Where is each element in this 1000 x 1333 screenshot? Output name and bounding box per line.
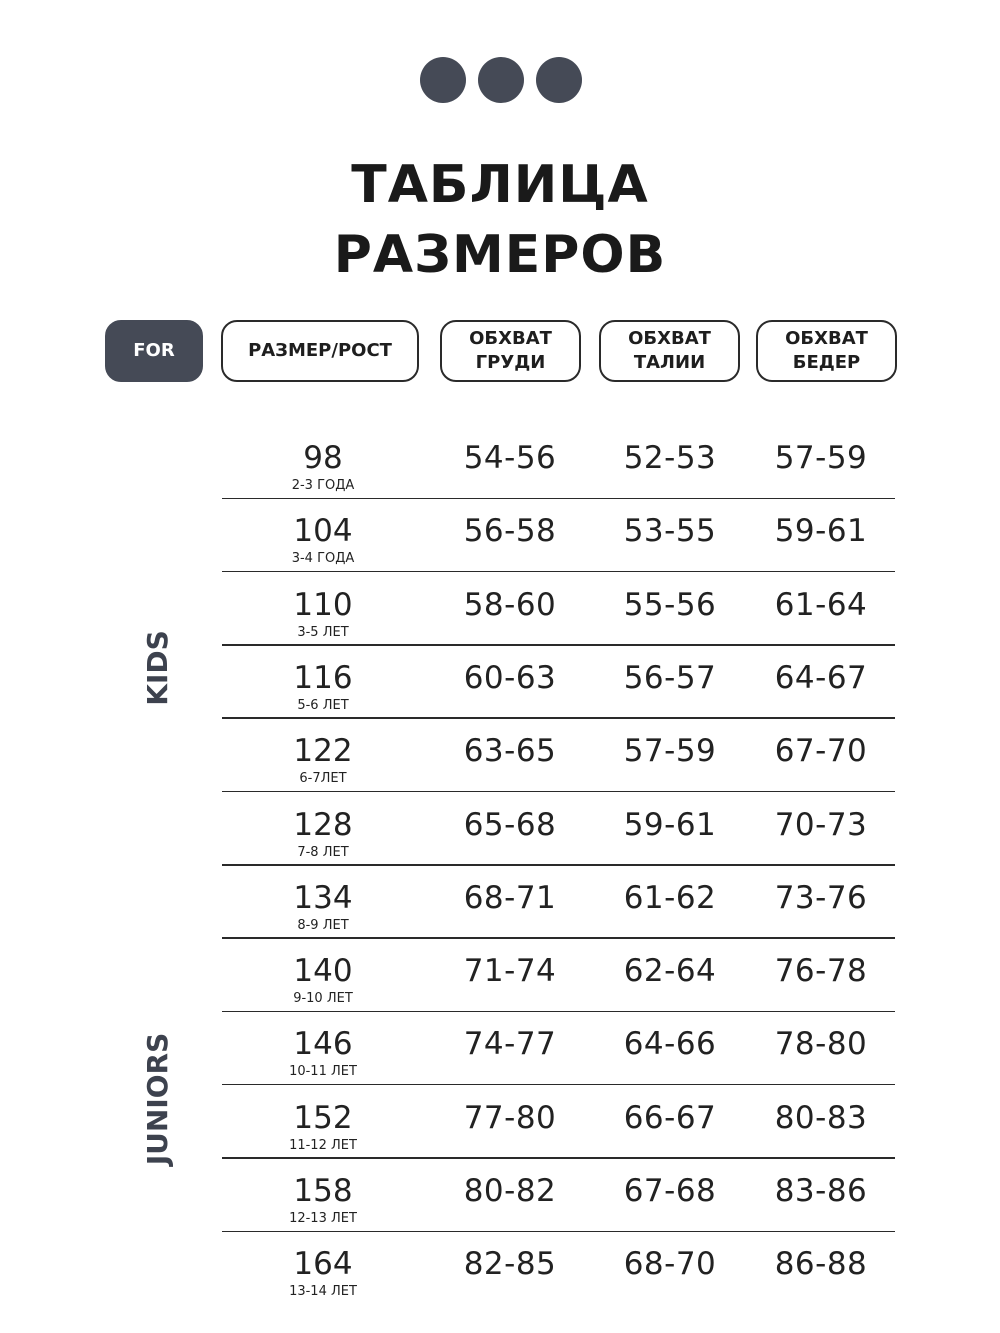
size-cell <box>248 660 398 714</box>
header-hips-line-1: ОБХВАТ <box>785 328 868 349</box>
age-value: 7-8 ЛЕТ <box>297 844 349 860</box>
dot-2 <box>478 57 524 103</box>
header-for: FOR <box>105 320 203 382</box>
age-value: 10-11 ЛЕТ <box>289 1064 357 1080</box>
chest-value: 77-80 <box>463 1099 557 1136</box>
group-label-juniors: JUNIORS <box>141 1032 174 1166</box>
hips-value: 73-76 <box>774 879 868 916</box>
age-value: 9-10 ЛЕТ <box>293 991 353 1007</box>
table-row <box>0 719 1000 792</box>
size-cell <box>248 513 398 567</box>
size-cell <box>248 1246 398 1300</box>
chest-value: 68-71 <box>463 879 557 916</box>
age-value: 12-13 ЛЕТ <box>289 1211 357 1226</box>
hips-value: 64-67 <box>774 659 868 696</box>
table-row <box>0 426 1000 499</box>
age-value: 2-3 ГОДА <box>291 478 355 493</box>
dot-1 <box>420 57 466 103</box>
chest-value: 54-56 <box>463 440 557 476</box>
waist-value: 52-53 <box>623 440 717 476</box>
header-chest-line-1: ОБХВАТ <box>469 328 552 349</box>
table-row <box>0 1086 1000 1159</box>
size-value: 128 <box>293 806 353 843</box>
page-title <box>0 150 1000 290</box>
dot-3 <box>536 57 582 103</box>
waist-value: 62-64 <box>623 953 717 990</box>
hips-value: 86-88 <box>774 1246 868 1283</box>
size-cell <box>248 587 398 641</box>
chest-value: 74-77 <box>463 1026 557 1063</box>
waist-value: 61-62 <box>623 879 717 916</box>
age-value: 13-14 ЛЕТ <box>289 1284 357 1300</box>
chest-value: 65-68 <box>463 806 557 843</box>
chest-value: 80-82 <box>463 1173 557 1209</box>
age-value: 3-5 ЛЕТ <box>297 624 349 640</box>
header-waist-line-1: ОБХВАТ <box>628 328 711 349</box>
table-row <box>0 1012 1000 1085</box>
waist-value: 57-59 <box>623 733 717 770</box>
waist-value: 64-66 <box>623 1026 717 1063</box>
size-value: 164 <box>293 1246 353 1283</box>
table-row <box>0 646 1000 719</box>
decorative-dots <box>420 57 582 103</box>
size-cell <box>248 807 398 861</box>
size-cell <box>248 953 398 1007</box>
header-chest-line-2: ГРУДИ <box>475 352 546 373</box>
table-row <box>0 499 1000 572</box>
size-value: 104 <box>293 513 353 550</box>
chest-value: 56-58 <box>463 513 557 550</box>
hips-value: 78-80 <box>774 1026 868 1063</box>
hips-value: 76-78 <box>774 953 868 990</box>
hips-value: 80-83 <box>774 1099 868 1136</box>
hips-value: 83-86 <box>774 1173 868 1209</box>
size-value: 152 <box>293 1099 353 1136</box>
waist-value: 67-68 <box>623 1173 717 1209</box>
table-row <box>0 866 1000 939</box>
chest-value: 71-74 <box>463 953 557 990</box>
age-value: 6-7ЛЕТ <box>299 771 347 787</box>
chest-value: 60-63 <box>463 659 557 696</box>
chest-value: 58-60 <box>463 586 557 623</box>
hips-value: 61-64 <box>774 586 868 623</box>
hips-value: 70-73 <box>774 806 868 843</box>
chest-value: 63-65 <box>463 733 557 770</box>
size-value: 158 <box>293 1173 353 1209</box>
size-cell <box>248 1173 398 1227</box>
waist-value: 56-57 <box>623 659 717 696</box>
size-value: 140 <box>293 953 353 990</box>
age-value: 5-6 ЛЕТ <box>297 697 349 713</box>
table-row <box>0 573 1000 646</box>
age-value: 8-9 ЛЕТ <box>297 917 349 933</box>
header-chest <box>440 320 581 382</box>
size-cell <box>248 1026 398 1080</box>
waist-value: 55-56 <box>623 586 717 623</box>
table-row <box>0 1232 1000 1305</box>
size-value: 146 <box>293 1026 353 1063</box>
waist-value: 53-55 <box>623 513 717 550</box>
waist-value: 59-61 <box>623 806 717 843</box>
chest-value: 82-85 <box>463 1246 557 1283</box>
header-waist <box>599 320 740 382</box>
header-hips <box>756 320 897 382</box>
hips-value: 57-59 <box>774 440 868 476</box>
hips-value: 59-61 <box>774 513 868 550</box>
size-cell <box>248 733 398 787</box>
size-value: 122 <box>293 733 353 770</box>
age-value: 3-4 ГОДА <box>291 551 355 567</box>
table-row <box>0 793 1000 866</box>
header-hips-line-2: БЕДЕР <box>792 352 861 373</box>
header-size: РАЗМЕР/РОСТ <box>221 320 419 382</box>
table-row <box>0 939 1000 1012</box>
size-value: 98 <box>303 440 343 476</box>
size-cell <box>248 880 398 934</box>
size-cell <box>248 1100 398 1154</box>
waist-value: 66-67 <box>623 1099 717 1136</box>
hips-value: 67-70 <box>774 733 868 770</box>
age-value: 11-12 ЛЕТ <box>289 1137 357 1153</box>
waist-value: 68-70 <box>623 1246 717 1283</box>
header-waist-line-2: ТАЛИИ <box>633 352 706 373</box>
size-cell <box>248 440 398 494</box>
size-value: 110 <box>293 586 353 623</box>
size-value: 116 <box>293 659 353 696</box>
title-line-2: РАЗМЕРОВ <box>333 225 667 285</box>
size-value: 134 <box>293 879 353 916</box>
title-line-1: ТАБЛИЦА <box>351 155 649 215</box>
table-row <box>0 1159 1000 1232</box>
group-label-kids: KIDS <box>141 630 174 706</box>
